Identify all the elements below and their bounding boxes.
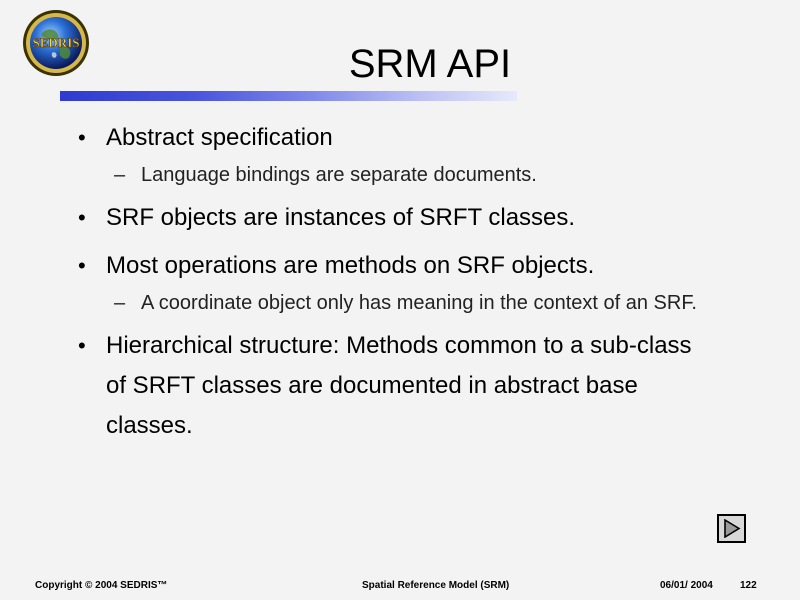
- bullet-icon: •: [78, 125, 86, 150]
- bullet-icon: •: [78, 333, 86, 358]
- dash-icon: –: [114, 164, 126, 186]
- title-underline-bar: [60, 91, 517, 101]
- bullet-list: [78, 118, 718, 446]
- bullet-text: Hierarchical structure: Methods common to a sub-class of SRFT classes are documented in abstract base classes.: [106, 332, 692, 439]
- bullet-item: [78, 326, 718, 446]
- slide-title: SRM API: [348, 42, 512, 86]
- footer-date: 06/01/ 2004: [660, 580, 713, 591]
- bullet-item: [78, 198, 718, 238]
- page-number: 122: [740, 580, 757, 591]
- play-next-icon: [722, 519, 741, 538]
- bullet-icon: •: [78, 253, 86, 278]
- sub-bullet-text: A coordinate object only has meaning in the context of an SRF.: [141, 292, 697, 314]
- spacer: [78, 238, 718, 246]
- bullet-item: [78, 118, 718, 158]
- next-slide-button[interactable]: [717, 514, 746, 543]
- sub-bullet-item: [78, 158, 718, 192]
- sub-bullet-item: [78, 286, 718, 320]
- dash-icon: –: [114, 292, 126, 314]
- sub-bullet-text: Language bindings are separate documents.: [141, 164, 537, 186]
- bullet-icon: •: [78, 205, 86, 230]
- footer-title: Spatial Reference Model (SRM): [362, 580, 510, 591]
- bullet-text: Abstract specification: [106, 124, 333, 151]
- svg-text:SEDRIS: SEDRIS: [32, 35, 80, 50]
- footer-copyright: Copyright © 2004 SEDRIS™: [35, 580, 168, 591]
- bullet-text: Most operations are methods on SRF objects.: [106, 252, 595, 279]
- bullet-item: [78, 246, 718, 286]
- bullet-text: SRF objects are instances of SRFT classes.: [106, 204, 576, 231]
